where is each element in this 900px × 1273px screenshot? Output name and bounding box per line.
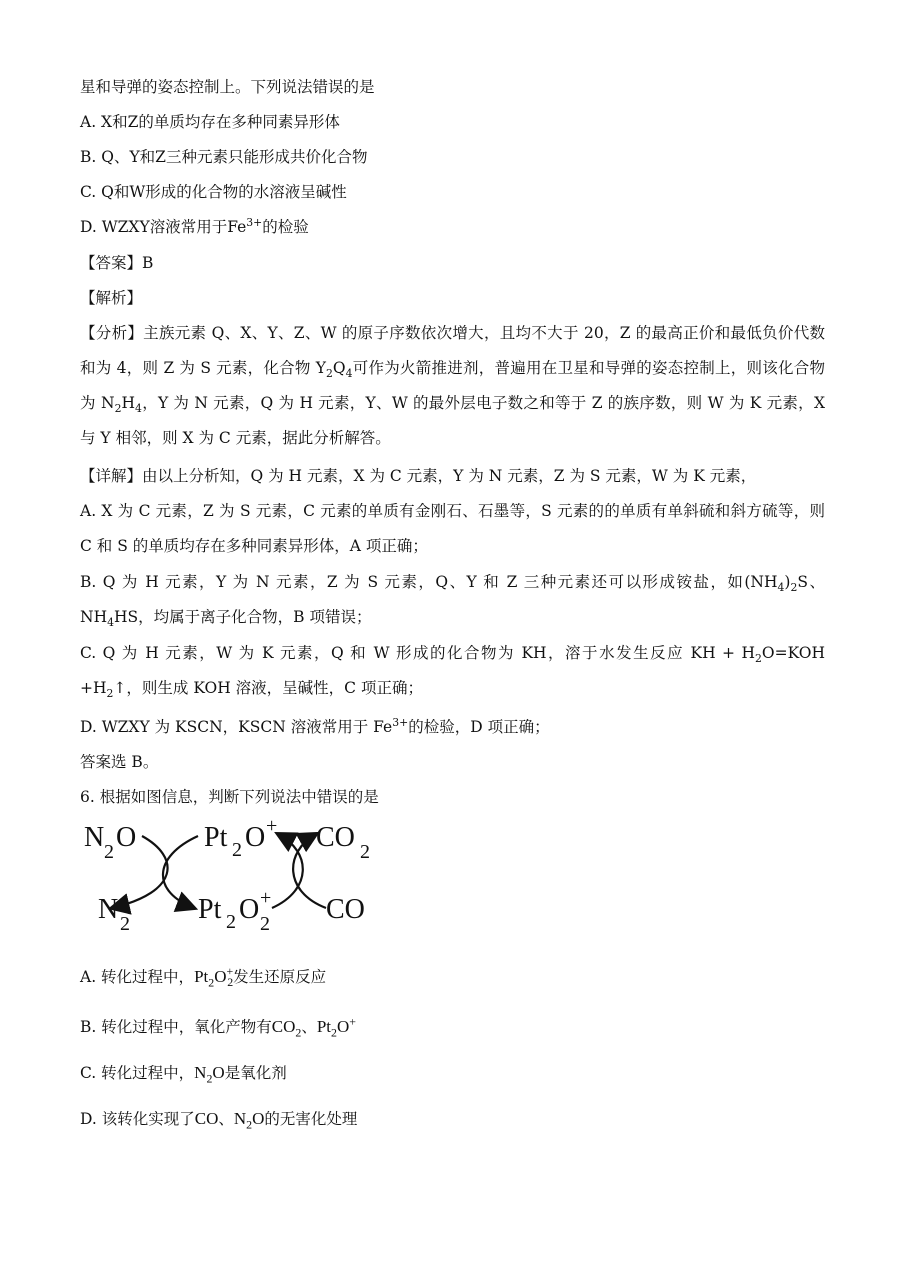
species-pt2o-plus [204,815,277,861]
svg-text:2: 2 [226,911,236,933]
q6-a-text: A. 转化过程中， [80,968,195,986]
detail-d-text-1: D. WZXY 为 KSCN，KSCN 溶液常用于 Fe [80,718,393,736]
detail-option-a: A. X 为 C 元素，Z 为 S 元素，C 元素的单质有金刚石、石墨等，S 元素的的单质有单斜硫和斜方硫等，则 C 和 S 的单质均存在多种同素异形体，A 项正确； [80,502,825,555]
co2-formula: $CO_2$ [271,1017,302,1040]
q6-b-text: B. 转化过程中，氧化产物有 [80,1018,272,1036]
svg-text:2: 2 [104,841,114,863]
analysis-text-1: 【分析】主族元素 Q、X、Y、Z、W 的原子序数依次增大，且均不大于 20，Z 的最高正价和最低负价代数和为 4，则 Z 为 S 元素，化合物 Y [80,324,825,377]
pt2o-formula: $Pt_2O^+$ [316,1014,356,1040]
svg-text:CO: CO [326,894,365,925]
species-co2 [316,822,370,863]
detail-b-text-4: HS，均属于离子化合物，B 项错误； [114,608,372,626]
svg-text:N: N [84,822,105,853]
q6-c-text: C. 转化过程中， [80,1064,195,1082]
arrow-pt2o2-to-pt2o [272,834,303,908]
pt2o2-formula: $Pt_2O^+_2$ [194,964,234,990]
q6-a-text-end: 发生还原反应 [233,968,327,986]
co-formula: CO [194,1109,219,1128]
question-6-option-b [80,1016,356,1038]
question-5-option-b: B. Q、Y和Z三种元素只能形成共价化合物 [80,148,368,166]
option-d-text: D. WZXY溶液常用于Fe [80,218,247,236]
q6-d-text-end: 的无害化处理 [264,1110,358,1128]
detail-c-text-2: O=KOH +H [80,644,825,697]
species-n2o [84,822,136,863]
detail-c-text-1: C. Q 为 H 元素，W 为 K 元素，Q 和 W 形成的化合物为 KH，溶于水发生反应 KH + H [80,644,755,662]
option-d-charge: 3+ [246,215,263,229]
q6-c-text-end: 是氧化剂 [224,1064,287,1082]
q6-d-text: D. 该转化实现了 [80,1110,195,1128]
sub-2b: 2 [114,402,122,416]
question-5-stem-tail: 星和导弹的姿态控制上。下列说法错误的是 [80,78,375,96]
question-6-stem: 6. 根据如图信息，判断下列说法中错误的是 [80,788,379,806]
q6-b-sep: 、 [301,1018,317,1036]
detail-d-text-2: 的检验，D 项正确； [408,718,550,736]
n2o-formula: $N_2O$ [194,1063,225,1086]
question-5-option-d [80,216,309,238]
question-5-option-a: A. X和Z的单质均存在多种同素异形体 [80,113,340,131]
svg-text:O: O [239,894,260,925]
species-co [326,894,365,925]
detail-b-text-2: ) [784,573,791,591]
species-n2 [98,894,130,935]
sub-4b: 4 [135,402,142,416]
question-6-option-d [80,1108,357,1130]
detail-option-b: B. Q 为 H 元素，Y 为 N 元素，Z 为 S 元素，Q、Y 和 Z 三种元素还可以形成铵盐，如$(NH_4)_2S$、$NH_4HS$，均属于离子化合物，B 项错误； [80,573,825,630]
analysis-text-3: ，Y 为 N 元素，Q 为 H 元素，Y、W 的最外层电子数之和等于 Z 的族序数，则 W 为 K 元素，X 与 Y 相邻，则 X 为 C 元素，据此分析解答。 [80,394,825,447]
question-6-option-c [80,1062,287,1084]
svg-text:O: O [245,822,266,853]
svg-text:O: O [116,822,137,853]
analysis-heading: 【解析】 [80,289,143,307]
answer-line: 【答案】B [80,254,154,272]
q6-d-sep: 、 [218,1110,234,1128]
analysis-paragraph: 【分析】主族元素 Q、X、Y、Z、W 的原子序数依次增大，且均不大于 20，Z 的最高正价和最低负价代数和为 4，则 Z 为 S 元素，化合物 $Y_2Q_4$可作为火箭推进剂，普遍用在卫星和导弹的姿态控制上，则该化合物为 $N_2H_4$，Y 为 N 元素，Q 为 H 元素，Y、W 的最外层电子数之和等于 Z 的族序数，则 W 为 K 元素，X 与 Y 相邻，则 X 为 C 元素，据此分析解答。 [80,324,825,447]
svg-text:Pt: Pt [204,822,228,853]
question-5-option-c: C. Q和W形成的化合物的水溶液呈碱性 [80,183,347,201]
final-answer: 答案选 B。 [80,753,159,771]
svg-text:2: 2 [120,913,130,935]
species-pt2o2-plus [198,887,271,935]
svg-text:Pt: Pt [198,894,222,925]
n2o-formula-d: $N_2O$ [233,1109,265,1132]
svg-text:CO: CO [316,822,355,853]
sub-2: 2 [326,367,333,381]
option-d-text-end: 的检验 [262,218,309,236]
svg-text:+: + [260,887,272,909]
analysis-text-2: 可作为火箭推进剂，普遍用在卫星和导弹的姿态控制上，则该化合物为 N [80,359,825,412]
detail-c-text-3: ↑，则生成 KOH 溶液，呈碱性，C 项正确； [113,679,423,697]
svg-text:N: N [98,894,119,925]
sub-4: 4 [345,367,353,381]
detail-option-c: C. Q 为 H 元素，W 为 K 元素，Q 和 W 形成的化合物为 KH，溶于水发生反应 KH + $H_2O=KOH$ $+H_2↑$，则生成 KOH 溶液，呈碱性，C 项正确； [80,644,825,701]
svg-text:2: 2 [260,913,270,935]
question-6-option-a [80,966,326,988]
detail-line: 【详解】由以上分析知，Q 为 H 元素，X 为 C 元素，Y 为 N 元素，Z 为 S 元素，W 为 K 元素， [80,467,757,485]
svg-text:2: 2 [360,841,370,863]
reaction-cycle-diagram [80,812,400,937]
detail-option-d [80,716,550,738]
svg-text:2: 2 [232,839,242,861]
detail-d-charge: 3+ [392,715,409,729]
detail-b-text-3: S、NH [80,573,825,626]
detail-b-text-1: B. Q 为 H 元素，Y 为 N 元素，Z 为 S 元素，Q、Y 和 Z 三种元素还可以形成铵盐，如(NH [80,573,778,591]
svg-text:+: + [266,815,278,837]
